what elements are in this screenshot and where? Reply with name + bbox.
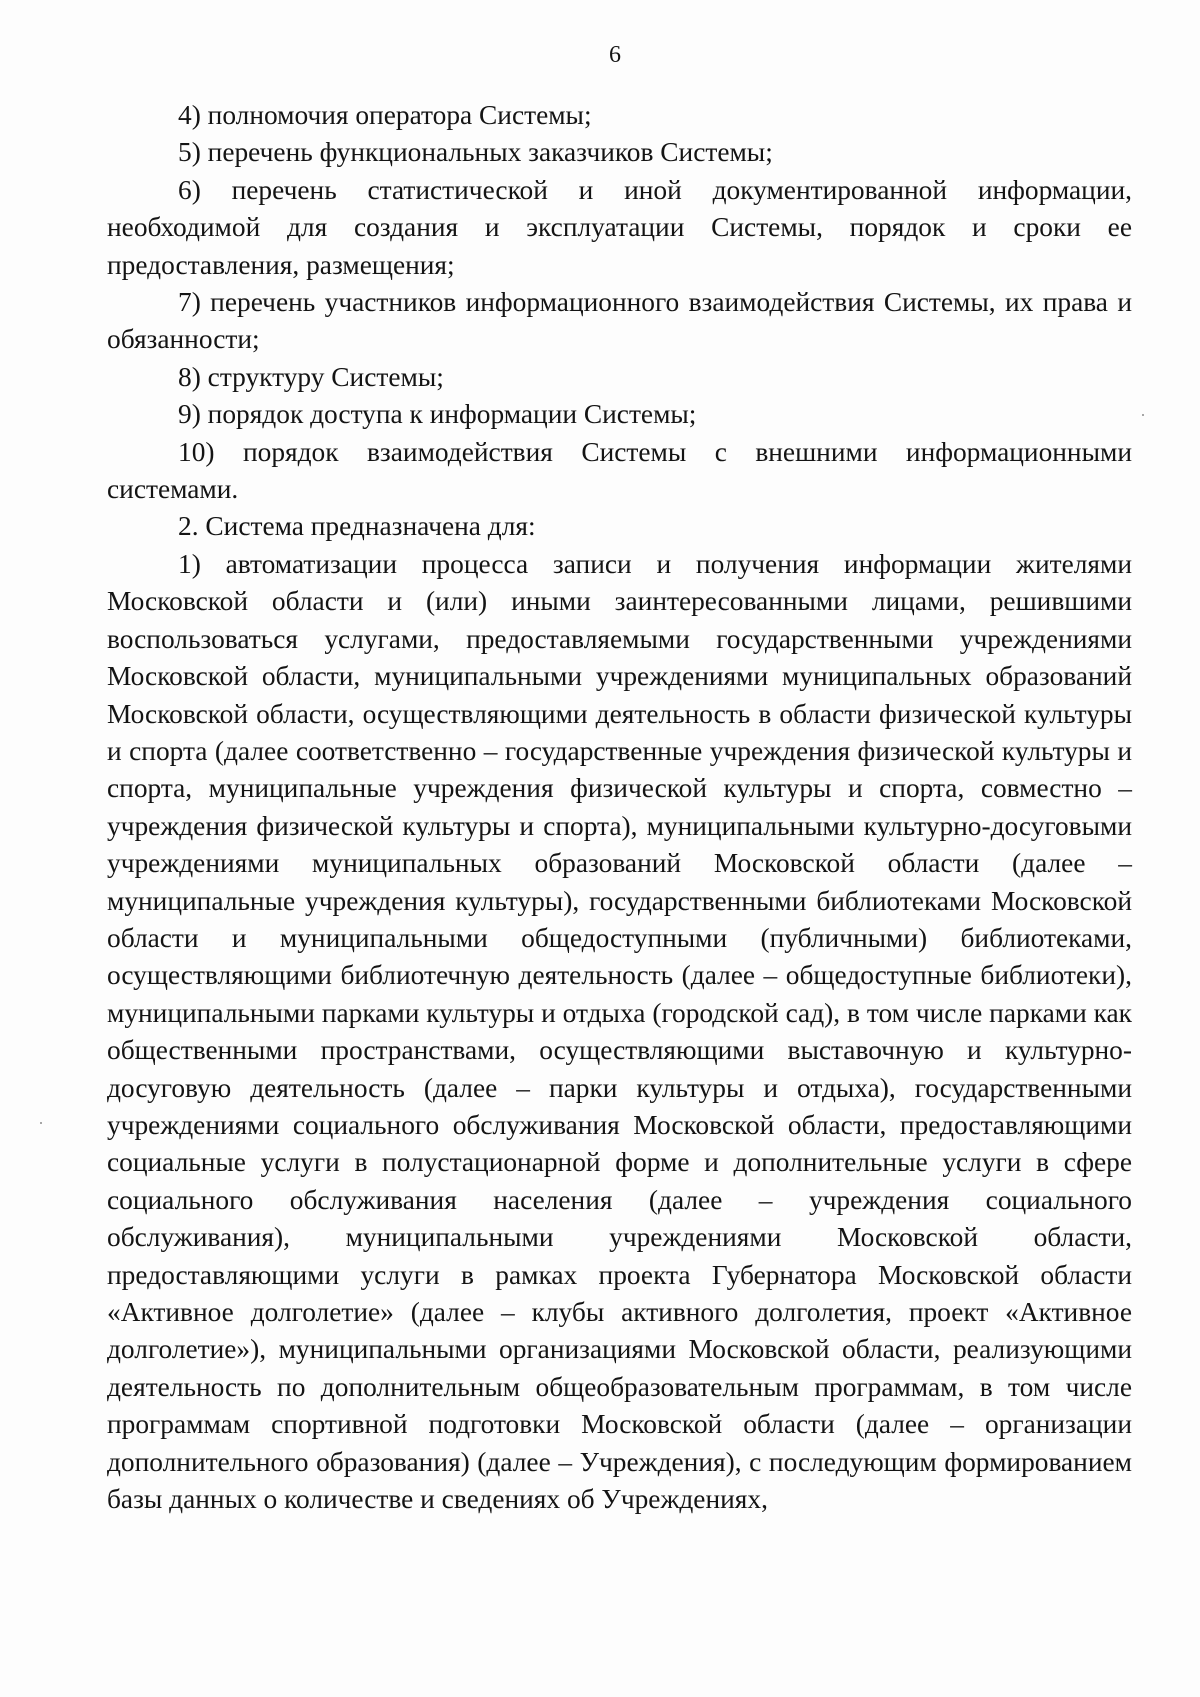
section-heading-2: 2. Система предназначена для:	[178, 511, 536, 542]
list-item-4: 4) полномочия оператора Системы;	[178, 100, 592, 130]
scan-speck	[1142, 414, 1144, 416]
list-item-7: 7) перечень участников информационного взаимодействия Системы, их права и обязанности;	[107, 287, 1132, 355]
list-item-6: 6) перечень статистической и иной документированной информации, необходимой для создания и эксплуатации Системы, порядок и сроки ее предоставления, размещения;	[107, 174, 1132, 280]
page-number: 6	[609, 42, 621, 68]
list-item-10: 10) порядок взаимодействия Системы с внешними информационными системами.	[107, 436, 1132, 505]
list-item-9: 9) порядок доступа к информации Системы;	[178, 399, 697, 430]
subsection-item-1: 1) автоматизации процесса записи и получения информации жителями Московской области и (или) иными заинтересованными лицами, решившими воспользоваться услугами, предоставляемыми государственными учреждениями Московской области, муниципальными учреждениями муниципальных образований Московской области, осуществляющими деятельность в области физической культуры и спорта (далее соответственно – государственные учреждения физической культуры и спорта, муниципальные учреждения физической культуры и спорта, совместно – учреждения физической культуры и спорта), муниципальными культурно-досуговыми учреждениями муниципальных образований Московской области (далее – муниципальные учреждения культуры), государственными библиотеками Московской области и муниципальными общедоступными (публичными) библиотеками, осуществляющими библиотечную деятельность (далее – общедоступные библиотеки), муниципальными парками культуры и отдыха (городской сад), в том числе парками как общественными пространствами, осуществляющими выставочную и культурно-досуговую деятельность (далее – парки культуры и отдыха), государственными учреждениями социального обслуживания Московской области, предоставляющими социальные услуги в полустационарной форме и дополнительные услуги в сфере социального обслуживания населения (далее – учреждения социального обслуживания), муниципальными учреждениями Московской области, предоставляющими услуги в рамках проекта Губернатора Московской области «Активное долголетие» (далее – клубы активного долголетия, проект «Активное долголетие»), муниципальными организациями Московской области, реализующими деятельность по дополнительным общеобразовательным программам, в том числе программам спортивной подготовки Московской области (далее – организации дополнительного образования) (далее – Учреждения), с последующим формированием базы данных о количестве и сведениях об Учреждениях,	[107, 548, 1132, 1515]
document-body	[107, 97, 1132, 1518]
list-item-5: 5) перечень функциональных заказчиков Системы;	[178, 137, 773, 168]
list-item-8: 8) структуру Системы;	[178, 361, 444, 392]
scan-speck	[40, 1122, 42, 1124]
